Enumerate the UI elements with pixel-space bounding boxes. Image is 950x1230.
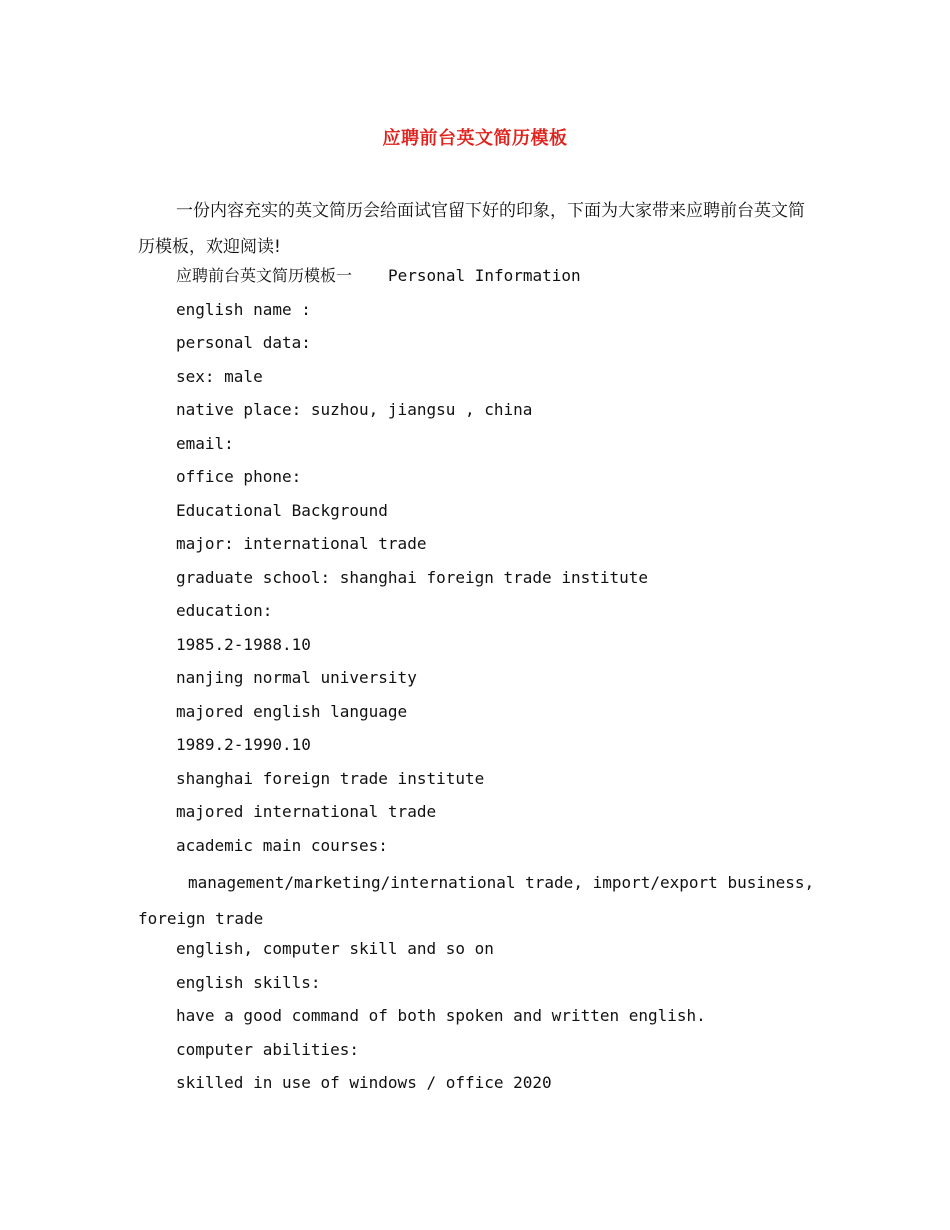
education-school-1: nanjing normal university [176, 668, 417, 687]
education-major-1: majored english language [176, 701, 408, 721]
field-major: major: international trade [176, 534, 427, 553]
section-heading-en: Personal Information [388, 266, 581, 285]
courses-continued: english, computer skill and so on [176, 939, 494, 958]
computer-abilities-text: skilled in use of windows / office 2020 [176, 1073, 552, 1092]
heading-educational-background: Educational Background [176, 500, 388, 520]
field-graduate-school: graduate school: shanghai foreign trade institute [176, 567, 649, 587]
education-period-2: 1989.2-1990.10 [176, 735, 311, 754]
field-academic-courses: academic main courses: [176, 835, 388, 855]
english-skills-text: have a good command of both spoken and written english. [176, 1006, 706, 1025]
education-period-1: 1985.2-1988.10 [176, 634, 311, 654]
field-english-skills: english skills: [176, 972, 321, 992]
section-heading [176, 262, 816, 296]
document-title: 应聘前台英文简历模板 [382, 128, 568, 149]
field-email: email: [176, 433, 234, 453]
field-english-name: english name : [176, 299, 311, 319]
field-sex: sex: male [176, 366, 263, 386]
courses-line-2: foreign trade [138, 909, 264, 928]
education-school-2: shanghai foreign trade institute [176, 768, 485, 788]
field-personal-data: personal data: [176, 333, 311, 352]
courses-line-1: management/marketing/international trade, import/export business, [188, 873, 815, 892]
section-heading-cn: 应聘前台英文简历模板一 [176, 266, 353, 285]
field-native-place: native place: suzhou, jiangsu , china [176, 400, 533, 419]
field-office-phone: office phone: [176, 467, 302, 486]
field-education: education: [176, 601, 273, 620]
intro-paragraph: 一份内容充实的英文简历会给面试官留下好的印象，下面为大家带来应聘前台英文简历模板，欢迎阅读! [138, 201, 805, 257]
courses-paragraph [138, 865, 814, 937]
field-computer-abilities: computer abilities: [176, 1039, 360, 1059]
education-major-2: majored international trade [176, 802, 437, 821]
resume-skills [176, 935, 816, 1103]
resume-body [176, 262, 816, 865]
